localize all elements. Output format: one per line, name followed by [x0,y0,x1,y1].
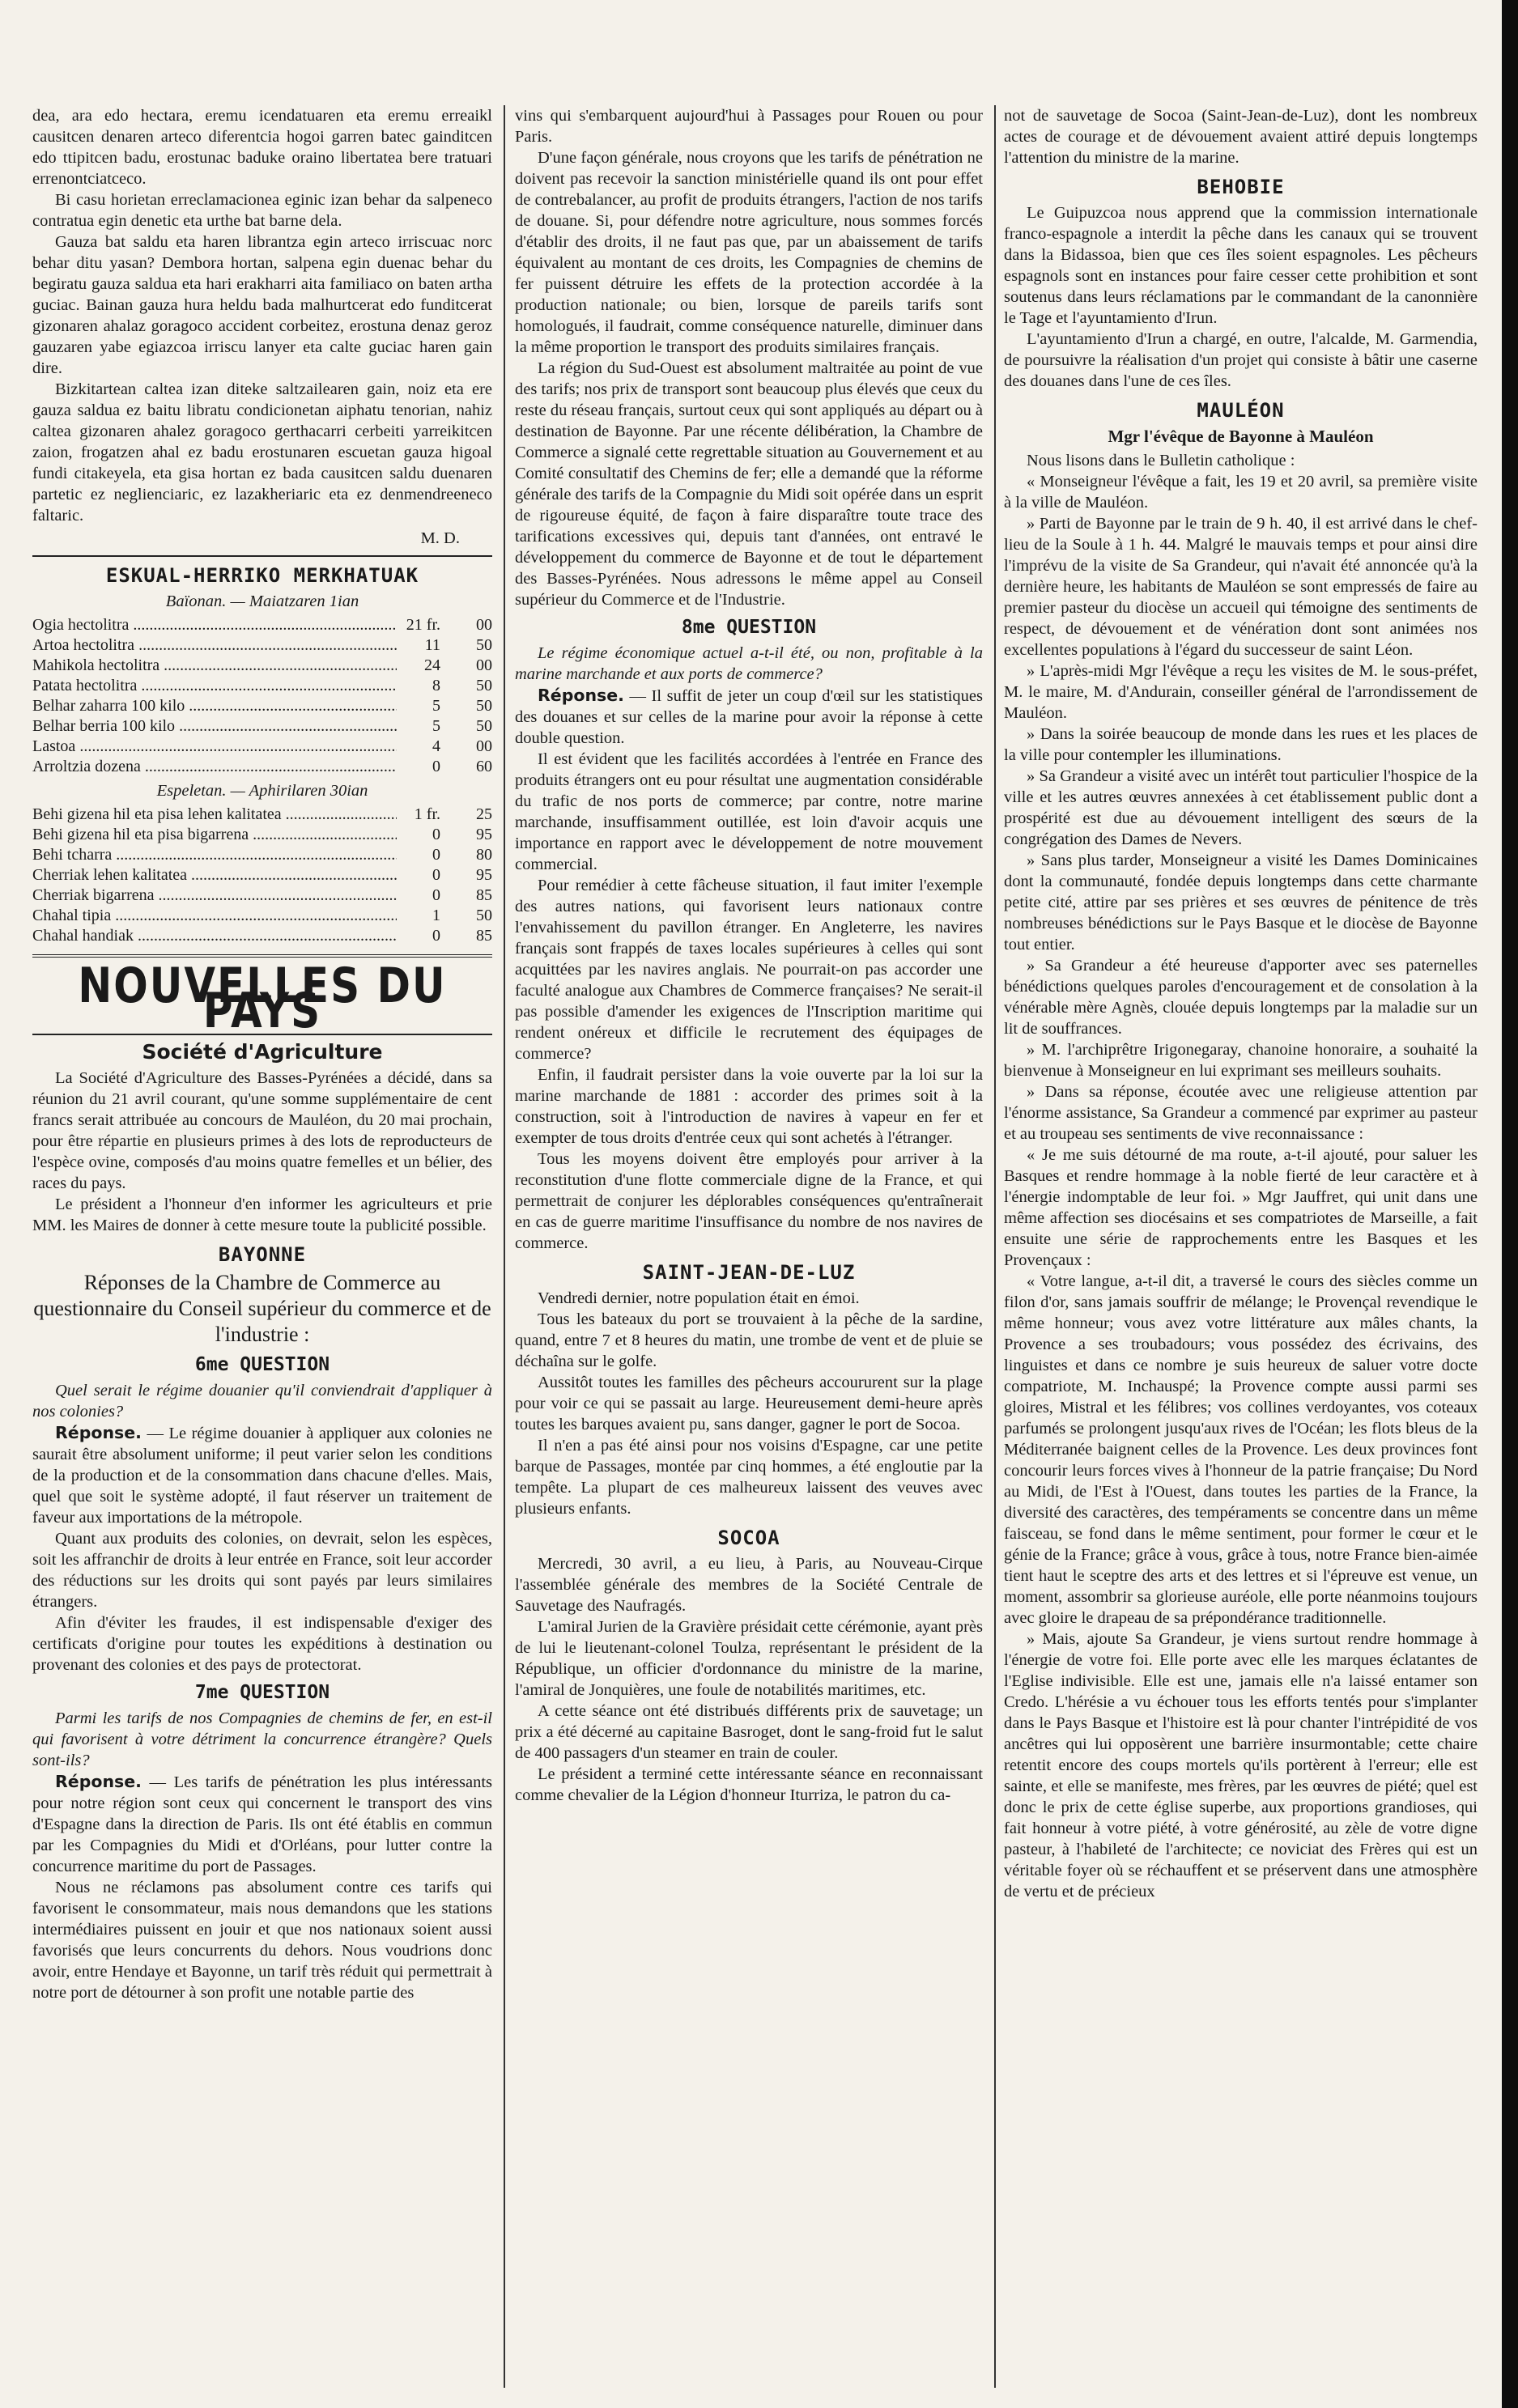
market-item-name: Behi gizena hil eta pisa lehen kalitatea ..... [32,805,397,825]
market-espelette-heading: Espeletan. — Aphirilaren 30ian [156,782,368,800]
market-item-cents: 50 [476,717,492,735]
market-item-price: 5 [432,697,440,715]
mauleon-paragraph: « Je me suis détourné de ma route, a-t-il ajouté, pour saluer les Basques et rendre hommage à la noble fierté de leur caractère et à l'énergie indomptable de leur foi. » Mgr Jauffret, qui unit dans une même affection ses diocésains et ses compatriotes de Marseille, a fait ensuite une série de rapprochements entre les Basques et les Provençaux : [1004,1146,1478,1269]
article-paragraph: not de sauvetage de Socoa (Saint-Jean-de-Luz), dont les nombreux actes de courage et de dévouement avaient attiré depuis longtemps l'attention du ministre de la marine. [1004,107,1478,167]
market-item-price: 11 [424,636,440,654]
market-row [32,845,492,865]
response-paragraph: Il est évident que les facilités accordées à l'entrée en France des produits étrangers ont eu pour résultat une augmentation considérable du trafic de nos ports de commerce; par contre, notre marine marchande, insuffisamment outillée, est loin d'avoir acquis une importance en rapport avec le développement de notre mouvement commercial. [515,750,983,873]
socoa-paragraph: Le président a terminé cette intéressante séance en reconnaissant comme chevalier de la Légion d'honneur Iturriza, le patron du ca- [515,1765,983,1804]
socoa-paragraph: A cette séance ont été distribués différents prix de sauvetage; un prix a été décerné au capitaine Basroget, dont le sang-froid fut le salut de 400 passagers d'un steamer en train de couler. [515,1702,983,1762]
market-title: ESKUAL-HERRIKO MERKHATUAK [105,564,419,587]
response-paragraph: Enfin, il faudrait persister dans la voie ouverte par la loi sur la marine marchande de 1881 : accorder des primes soit à la construction, soit à l'introduction de navires à vapeur en fer et exempter de tous droits d'entrée ceux qui sont achetés à l'étranger. [515,1066,983,1147]
column-divider [994,105,996,2388]
market-item-name: Arroltzia dozena ..... [32,757,397,777]
agri-title: Société d'Agriculture [142,1040,383,1064]
column-right [1004,105,1478,2396]
market-row [32,716,492,737]
bayonne-subtitle: Réponses de la Chambre de Commerce au questionnaire du Conseil supérieur du commerce et de l'industrie : [33,1271,491,1346]
socoa-title: SOCOA [717,1527,780,1549]
question-6-text: Quel serait le régime douanier qu'il conviendrait d'appliquer à nos colonies? [32,1382,492,1421]
mauleon-paragraph: » Sa Grandeur a visité avec un intérêt tout particulier l'hospice de la ville et les autres œuvres annexées à cet établissement public dont a prospérité est due au dévouement intelligent des sœurs de la congrégation des Dames de Nevers. [1004,767,1478,848]
response-label: Réponse. [55,1772,142,1791]
market-item-price: 4 [432,737,440,755]
stjean-paragraph: Aussitôt toutes les familles des pêcheurs accoururent sur la plage pour voir ce qui se passait au large. Heureusement demi-heure après toutes les barques avaient pu, sans danger, gagner le port de Socoa. [515,1374,983,1433]
market-row [32,696,492,716]
stjean-paragraph: Il n'en a pas été ainsi pour nos voisins d'Espagne, car une petite barque de Passages, montée par cinq hommes, a été engloutie par la tempête. La plupart de ces malheureux laissent des veuves avec plusieurs enfants. [515,1437,983,1518]
article-signature: M. D. [420,529,460,547]
market-item-name: Behi gizena hil eta pisa bigarrena ..... [32,825,397,845]
market-item-price: 0 [432,758,440,775]
mauleon-paragraph: » Sa Grandeur a été heureuse d'apporter avec ses paternelles bénédictions quelques paroles d'encouragement et de consolation à la vénérable mère Agnès, clouée depuis longtemps par la maladie sur un lit de souffrances. [1004,957,1478,1038]
response-paragraph: Quant aux produits des colonies, on devrait, selon les espèces, soit les affranchir de droits à leur entrée en France, soit leur accorder des réductions sur les droits qui sont payés par leurs similaires étrangers. [32,1530,492,1611]
market-row [32,656,492,676]
market-item-cents: 00 [476,656,492,674]
market-row [32,615,492,635]
market-item-name: Belhar berria 100 kilo ..... [32,716,397,737]
market-row [32,635,492,656]
mauleon-paragraph: » L'après-midi Mgr l'évêque a reçu les visites de M. le sous-préfet, M. le maire, M. d'Andurain, conseiller général de l'arrondissement de Mauléon. [1004,662,1478,722]
behobie-paragraph: Le Guipuzcoa nous apprend que la commission internationale franco-espagnole a interdit la pêche dans les canaux qui se trouvent dans la Bidassoa, bien que ces îles soient espagnoles. Les pêcheurs espagnols sont en instances pour faire cesser cette prohibition et sont soutenus dans leurs réclamations par le commandant de la canonnière le Tage et l'ayuntamiento d'Irun. [1004,204,1478,327]
response-text: — Il suffit de jeter un coup d'œil sur les statistiques des douanes et sur celles de la marine pour avoir la réponse à cette double question. [515,687,983,747]
nouvelles-title: NOUVELLES DU PAYS [78,957,447,1039]
market-bayonne-table [32,615,492,777]
question-7-title: 7me QUESTION [194,1682,330,1703]
market-item-cents: 85 [476,886,492,904]
market-item-price: 8 [432,677,440,694]
mauleon-paragraph: » M. l'archiprêtre Irigonegaray, chanoine honoraire, a souhaité la bienvenue à Monseigneur en lui exprimant ses meilleurs souhaits. [1004,1041,1478,1080]
market-item-price: 0 [432,846,440,864]
market-item-name: Patata hectolitra ..... [32,676,397,696]
basque-paragraph: dea, ara edo hectara, eremu icendatuaren eta eremu erreaikl causitcen denaren arteco diferentcia hogoi garren batec gainditcen edo ttipitcen badu, erostunac baduke oraino libertatea bere tratuari errenontciatceco. [32,107,492,188]
basque-paragraph: Bi casu horietan erreclamacionea eginic izan behar da salpeneco contratua egin denetic eta urthe bat barne dela. [32,191,492,230]
market-item-cents: 80 [476,846,492,864]
mauleon-paragraph: » Sans plus tarder, Monseigneur a visité les Dames Dominicaines dont la communauté, fondée depuis longtemps dans cette charmante petite cité, attire par ses prières et ses œuvres de pénitence de très nombreuses bénédictions sur le Pays Basque et le diocèse de Bayonne tout entier. [1004,852,1478,953]
market-item-cents: 50 [476,697,492,715]
basque-paragraph: Gauza bat saldu eta haren librantza egin arteco irriscuac norc behar ditu yasan? Dembora hortan, salpena egin duenac behar du begiratu gauza saldua eta hari erakharri aita familiaco on baten artha guciac. Bainan gauza hura heldu bada malhurtcerat edo funditcerat gizonaren ahalaz goragoco accident corbeitez, erostuna denaz geroz gauzaren yabe egiazcoa irriscu lanyer eta calte guciac haren gain dire. [32,233,492,377]
socoa-paragraph: Mercredi, 30 avril, a eu lieu, à Paris, au Nouveau-Cirque l'assemblée générale des membres de la Société Centrale de Sauvetage des Naufragés. [515,1555,983,1615]
column-left [32,105,492,2388]
market-item-cents: 60 [476,758,492,775]
market-item-price: 0 [432,886,440,904]
market-item-name: Belhar zaharra 100 kilo ..... [32,696,397,716]
market-item-name: Chahal handiak ..... [32,926,397,946]
response-paragraph: Afin d'éviter les fraudes, il est indispensable d'exiger des certificats d'origine pour toutes les expéditions à destination ou provenant des colonies et des pays de protectorat. [32,1614,492,1674]
socoa-paragraph: L'amiral Jurien de la Gravière présidait cette cérémonie, ayant près de lui le lieutenant-colonel Toulza, représentant le président de la République, un officier d'ordonnance du ministre de la marine, l'amiral de Jonquières, une foule de notabilités maritimes, etc. [515,1618,983,1699]
mauleon-paragraph: » Parti de Bayonne par le train de 9 h. 40, il est arrivé dans le chef-lieu de la Soule à 1 h. 44. Malgré le mauvais temps et pour ainsi dire l'imprévu de la visite de Sa Grandeur, qui n'avait été annoncée qu'à la dernière heure, les habitants de Mauléon se sont empressés de faire au premier pasteur du diocèse un accueil qui témoigne des sentiments de respect, de dévouement et de vénération dont sont animées nos excellentes populations à l'égard du successeur de saint Léon. [1004,515,1478,659]
market-item-name: Cherriak lehen kalitatea ..... [32,865,397,885]
market-item-cents: 25 [476,805,492,823]
market-item-cents: 50 [476,677,492,694]
stjean-paragraph: Vendredi dernier, notre population était en émoi. [538,1289,860,1307]
market-row [32,825,492,845]
market-item-name: Chahal tipia ..... [32,906,397,926]
question-8-title: 8me QUESTION [681,617,817,638]
market-item-name: Ogia hectolitra ..... [32,615,397,635]
basque-paragraph: Bizkitartean caltea izan diteke saltzailearen gain, noiz eta ere gauza saldua ez baitu libratu condicionetan aiphatu tenorian, nahiz caltea gizonaren ahalez goragoco gerthacarri cerbeiti yarreikitcen zaion, frogatzen ahal ez badu erostunaren escuetan gauza higoal fundi citakeyela, eta gisa hortan ez bada causitcen saldu duenaren partetic ez neglienciaric, ez lazakheriaric eta ez denmendreeneco faltaric. [32,380,492,524]
bayonne-title: BAYONNE [218,1243,307,1266]
mauleon-paragraph: » Dans sa réponse, écoutée avec une religieuse attention par l'énorme assistance, Sa Grandeur a commencé par exprimer au pasteur et au troupeau ses sentiments de vive reconnaissance : [1004,1083,1478,1143]
market-item-price: 5 [432,717,440,735]
question-8-text: Le régime économique actuel a-t-il été, ou non, profitable à la marine marchande et aux ports de commerce? [515,644,983,683]
market-item-price: 21 fr. [406,616,440,634]
question-6-title: 6me QUESTION [194,1354,330,1375]
behobie-title: BEHOBIE [1197,176,1285,198]
market-bayonne-heading: Baïonan. — Maiatzaren 1ian [165,592,359,610]
market-item-cents: 50 [476,907,492,924]
market-item-cents: 95 [476,826,492,843]
column-divider [504,105,505,2388]
market-row [32,926,492,946]
market-item-name: Lastoa ..... [32,737,397,757]
article-paragraph: D'une façon générale, nous croyons que les tarifs de pénétration ne doivent pas recevoir la sanction ministérielle quand ils ont pour effet de contrebalancer, au profit de produits étrangers, l'action de nos tarifs de douane. Si, pour défendre notre agriculture, nous sommes forcés d'établir des droits, il ne faut pas que, par un abaissement de tarifs équivalent au montant de ces droits, les Compagnies de chemins de fer puissent détruire les effets de la protection accordée à la production nationale; ou bien, lorsque de pareils tarifs sont homologués, il faudrait, comme conséquence naturelle, diminuer dans la même proportion le transport des produits similaires français. [515,149,983,356]
market-row [32,676,492,696]
mauleon-subtitle: Mgr l'évêque de Bayonne à Mauléon [1108,427,1374,446]
mauleon-paragraph: « Monseigneur l'évêque a fait, les 19 et 20 avril, sa première visite à la ville de Mauléon. [1004,473,1478,512]
column-middle [515,105,983,2396]
mauleon-paragraph: « Votre langue, a-t-il dit, a traversé le cours des siècles comme un filon d'or, sans jamais souffrir de mélange; le Provençal revendique le même honneur; vous avez votre littérature aux mâles chants, la Provence a ses troubadours; vous possédez des écrivains, des linguistes et dans ce nombre je suis heureux de saluer votre docte compatriote, M. Inchauspé; la Provence compte aussi parmi ses gloires, Mistral et les félibres; vos collines verdoyantes, vos coteaux parfumés se prolongent jusqu'aux rives de l'Océan; les flots bleus de la Méditerranée baignent celles de la Provence. Les deux provinces font concourir leurs forces vives à l'honneur de la patrie française; Du Nord au Midi, de l'Est à l'Ouest, dans toutes les parties de la France, la diversité des caractères, des tempéraments se concentre dans un même faisceau, se fond dans le même sentiment, pour former le cœur et le génie de la France; grâce à vous, grâce à tous, notre France bien-aimée tient haut le sceptre des arts et des lettres et si l'épreuve est venue, un moment, assombrir sa glorieuse auréole, elle porte néanmoins toujours avec gloire le drapeau de sa prépondérance traditionnelle. [1004,1272,1478,1627]
mauleon-title: MAULÉON [1197,399,1285,422]
response-paragraph: Tous les moyens doivent être employés pour arriver à la reconstitution d'une flotte commerciale digne de la France, et qui permettrait de conjurer les déplorables conséquences qu'entraînerait en cas de guerre maritime l'insuffisance du nombre de nos navires de commerce. [515,1150,983,1252]
market-item-cents: 00 [476,616,492,634]
market-item-cents: 00 [476,737,492,755]
agri-paragraph: Le président a l'honneur d'en informer les agriculteurs et prie MM. les Maires de donner à cette mesure toute la publicité possible. [32,1196,492,1234]
response-paragraph: Pour remédier à cette fâcheuse situation, il faut imiter l'exemple des autres nations, qui favorisent leurs nationaux contre l'envahissement du pavillon étranger. En Angleterre, les navires français sont frappés de taxes locales supérieures à celles qui sont acquittées par les navires anglais. Ne pourrait-on pas accorder une faculté analogue aux Chambres de Commerce françaises? Ne serait-il pas possible d'amender les exigences de l'Inscription maritime qui rendent onéreux et difficile le recrutement des équipages de commerce? [515,877,983,1063]
behobie-paragraph: L'ayuntamiento d'Irun a chargé, en outre, l'alcalde, M. Garmendia, de poursuivre la réalisation d'un projet qui consiste à bâtir une caserne des douanes dans l'une de ces îles. [1004,330,1478,390]
market-item-name: Cherriak bigarrena ..... [32,885,397,906]
market-row [32,906,492,926]
mauleon-paragraph: » Dans la soirée beaucoup de monde dans les rues et les places de la ville pour contempler les illuminations. [1004,725,1478,764]
market-row [32,865,492,885]
market-item-price: 1 fr. [414,805,440,823]
section-divider [32,555,492,557]
market-espelette-table [32,805,492,946]
response-text: — Le régime douanier à appliquer aux colonies ne saurait être absolument uniforme; il peut varier selon les conditions de la production et de la consommation dans chacune d'elles. Mais, quel que soit le système adopté, il faut réserver un traitement de faveur aux importations de la métropole. [32,1425,492,1527]
agri-paragraph: La Société d'Agriculture des Basses-Pyrénées a décidé, dans sa réunion du 21 avril courant, qu'une somme supplémentaire de cent francs serait attribuée au concours de Mauléon, du 20 mai prochain, pour être répartie en plusieurs primes à des lots de reproducteurs de l'espèce ovine, composés d'au moins quatre femelles et un bélier, des races du pays. [32,1069,492,1192]
market-item-price: 0 [432,826,440,843]
mauleon-paragraph: Nous lisons dans le Bulletin catholique : [1027,452,1295,469]
response-text: — Les tarifs de pénétration les plus intéressants pour notre région sont ceux qui concernent le transport des vins d'Espagne dans la direction de Paris. Ils ont été établis en commun par les Compagnies du Midi et d'Orléans, pour lutter contre la concurrence maritime du port de Passages. [32,1773,492,1875]
market-item-cents: 50 [476,636,492,654]
market-item-name: Artoa hectolitra ..... [32,635,397,656]
article-paragraph: La région du Sud-Ouest est absolument maltraitée au point de vue des tarifs; nos prix de transport sont beaucoup plus élevés que ceux du reste du réseau français, surtout ceux qui sont appliqués au départ ou à destination de Bayonne. Par une récente délibération, la Chambre de Commerce a signalé cette regrettable situation au Gouvernement et au Comité consultatif des Chemins de fer; elle a demandé que la réforme générale des tarifs de la Compagnie du Midi soit opérée dans un esprit de rigoureuse équité, de façon à faire disparaître toute trace des tarifications excessives qui, depuis tant d'années, ont entravé le développement du commerce de Bayonne et de tout le département des Basses-Pyrénées. Nous adressons le même appel au Conseil supérieur du Commerce et de l'Industrie. [515,359,983,609]
market-item-price: 24 [424,656,440,674]
market-row [32,805,492,825]
stjean-paragraph: Tous les bateaux du port se trouvaient à la pêche de la sardine, quand, entre 7 et 8 heures du matin, une trombe de vent et de pluie se déchaîna sur le golfe. [515,1310,983,1370]
market-item-price: 0 [432,866,440,884]
market-item-price: 0 [432,927,440,945]
mauleon-paragraph: » Mais, ajoute Sa Grandeur, je viens surtout rendre hommage à l'énergie de votre foi. Elle porte avec elle les marques éclatantes de l'Eglise indivisible. Elle est une, jamais elle n'a laissé entamer son Credo. L'hérésie a vu échouer tous les efforts tentés pour s'implanter dans le Pays Basque et l'histoire est là pour chanter l'intrépidité de vos ancêtres qui lui opposèrent une barrière insurmontable; cette chaire retentit encore des coups mortels qu'ils portèrent à l'erreur; elle est sainte, et elle se manifeste, mes frères, par les œuvres de piété; quel est donc le prix de cette église superbe, aux proportions grandioses, qui fait honneur à votre piété, à votre générosité, au zèle de votre digne pasteur, à l'habileté de l'architecte; ce noviciat des Frères qui est un véritable foyer où se réchauffent et se préservent dans une atmosphère de vertu et de précieux [1004,1630,1478,1900]
market-item-price: 1 [432,907,440,924]
question-7-text: Parmi les tarifs de nos Compagnies de chemins de fer, en est-il qui favorisent à votre détriment la concurrence étrangère? Quels sont-ils? [32,1709,492,1769]
mauleon-body [1004,450,1478,1902]
response-label: Réponse. [55,1423,142,1442]
market-item-name: Behi tcharra ..... [32,845,397,865]
stjean-title: SAINT-JEAN-DE-LUZ [642,1261,856,1284]
market-item-cents: 95 [476,866,492,884]
response-label: Réponse. [538,686,624,705]
market-row [32,737,492,757]
market-row [32,757,492,777]
market-row [32,885,492,906]
market-item-name: Mahikola hectolitra ..... [32,656,397,676]
article-paragraph: vins qui s'embarquent aujourd'hui à Passages pour Rouen ou pour Paris. [515,107,983,146]
page-edge-bar [1502,0,1518,2408]
response-paragraph: Nous ne réclamons pas absolument contre ces tarifs qui favorisent le consommateur, mais nous demandons que les stations intermédiaires puissent en jouir et que nos nationaux soient aussi favorisés que leurs concurrents du dehors. Nous voudrions donc avoir, entre Hendaye et Bayonne, un tarif très réduit qui permettrait à notre port de détourner à son profit une notable partie des [32,1879,492,2002]
market-item-cents: 85 [476,927,492,945]
